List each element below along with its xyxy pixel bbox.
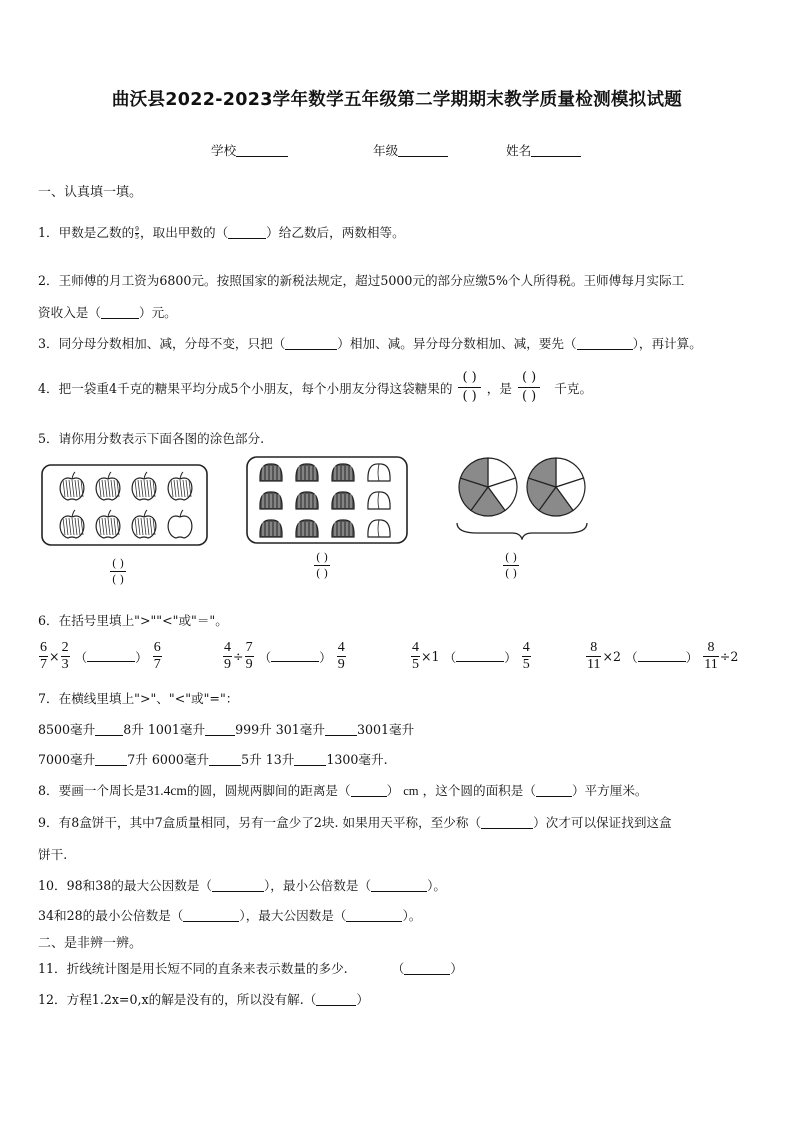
q8-blank-2[interactable] xyxy=(536,782,572,797)
figure-3-fraction-blank[interactable]: ( ) ( ) xyxy=(505,551,518,580)
question-11: 11．折线统计图是用长短不同的直条来表示数量的多少. （ ） xyxy=(38,961,463,976)
school-field[interactable]: 学校 xyxy=(211,140,288,159)
question-5: 5．请你用分数表示下面各图的涂色部分. xyxy=(38,431,265,446)
peach-icon xyxy=(296,520,318,537)
peach-box-figure xyxy=(245,455,410,547)
q7-blank-6[interactable] xyxy=(294,751,326,766)
q12-blank[interactable] xyxy=(316,991,356,1006)
question-10: 10．98和38的最大公因数是（ ），最小公倍数是（ ）。 xyxy=(38,878,446,893)
peach-icon xyxy=(260,520,282,537)
apple-icon xyxy=(96,472,120,500)
circles-figure xyxy=(452,455,592,540)
apple-icon xyxy=(60,472,84,500)
q8-blank-1[interactable] xyxy=(351,782,387,797)
figure-2-fraction-blank[interactable]: ( ) ( ) xyxy=(316,551,329,580)
q7-blank-1[interactable] xyxy=(95,721,123,736)
q7-blank-2[interactable] xyxy=(205,721,235,736)
page-title: 曲沃县2022-2023学年数学五年级第二学期期末教学质量检测模拟试题 xyxy=(111,90,683,110)
q6-blank-3[interactable] xyxy=(456,647,504,662)
q10-blank-1[interactable] xyxy=(212,877,264,892)
apple-icon xyxy=(168,510,192,538)
peach-icon xyxy=(260,464,282,481)
question-10b: 34和28的最小公倍数是（ ），最大公因数是（ ）。 xyxy=(38,908,422,923)
apple-icon xyxy=(96,510,120,538)
pie-circle-icon xyxy=(459,458,517,516)
q6-item-4: $\frac{8}{11}$ ×2 （ ） $\frac{8}{11}$ ÷2 xyxy=(587,640,739,672)
peach-icon xyxy=(332,464,354,481)
q6-item-2: $\frac{4}{9}$ ÷ $\frac{7}{9}$ （ ） $\frac{4}{9}$ xyxy=(224,640,345,672)
question-8: 8．要画一个周长是31.4cm的圆，圆规两脚间的距离是（ ） cm ，这个圆的面积是（ ）平方厘米。 xyxy=(38,783,648,798)
apple-icon xyxy=(132,472,156,500)
q10b-blank-2[interactable] xyxy=(346,907,402,922)
q2-answer-blank[interactable] xyxy=(101,304,139,319)
apple-icon xyxy=(60,510,84,538)
peach-icon xyxy=(296,464,318,481)
q11-blank[interactable] xyxy=(404,960,450,975)
name-field[interactable]: 姓名 xyxy=(506,140,581,159)
q6-item-3: $\frac{4}{5}$ ×1 （ ） $\frac{4}{5}$ xyxy=(412,640,530,672)
q1-answer-blank[interactable] xyxy=(228,224,266,239)
q6-blank-2[interactable] xyxy=(271,647,319,662)
apple-icon xyxy=(168,472,192,500)
question-2-line-2: 资收入是（ ）元。 xyxy=(38,305,177,320)
q6-blank-1[interactable] xyxy=(87,647,135,662)
peach-icon xyxy=(368,464,390,481)
apple-icon xyxy=(132,510,156,538)
q4-fraction-blank-2[interactable]: ( ) ( ) xyxy=(518,369,540,406)
peach-icon xyxy=(296,492,318,509)
pie-circle-icon xyxy=(527,458,585,516)
question-3: 3．同分母分数相加、减，分母不变，只把（ ）相加、减。异分母分数相加、减，要先（ ），再计算。 xyxy=(38,336,702,351)
q10-blank-2[interactable] xyxy=(371,877,427,892)
q10b-blank-1[interactable] xyxy=(183,907,239,922)
q7-blank-4[interactable] xyxy=(95,751,127,766)
peach-icon xyxy=(368,520,390,537)
grade-field[interactable]: 年级 xyxy=(373,140,448,159)
question-4: 4．把一袋重4千克的糖果平均分成5个小朋友，每个小朋友分得这袋糖果的 ( ) ( ) ，是 ( ) ( ) 千克。 xyxy=(38,370,593,404)
question-7: 7．在横线里填上">"、"<"或"="： xyxy=(38,691,239,706)
q9-blank[interactable] xyxy=(481,814,533,829)
section-2-heading: 二、是非辨一辨。 xyxy=(38,936,143,951)
question-6: 6．在括号里填上">""<"或"＝"。 xyxy=(38,613,228,628)
question-2-line-1: 2．王师傅的月工资为6800元。按照国家的新税法规定，超过5000元的部分应缴5%个人所得税。王师傅每月实际工 xyxy=(38,273,685,288)
question-9-line-1: 9．有8盒饼干，其中7盒质量相同，另有一盒少了2块. 如果用天平称，至少称（ ）次才可以保证找到这盒 xyxy=(38,815,672,830)
peach-icon xyxy=(368,492,390,509)
q6-blank-4[interactable] xyxy=(638,647,686,662)
peach-icon xyxy=(332,520,354,537)
q7-row-1: 8500毫升 8升 1001毫升 999升 301毫升 3001毫升 xyxy=(38,722,415,737)
peach-icon xyxy=(332,492,354,509)
question-1: 1．甲数是乙数的 $\frac{9}{5}$ ，取出甲数的（ ）给乙数后，两数相等。 xyxy=(38,225,405,241)
apple-box-figure xyxy=(40,463,210,548)
section-1-heading: 一、认真填一填。 xyxy=(38,185,143,200)
question-9-line-2: 饼干. xyxy=(38,847,68,862)
q1-fraction: $\frac{9}{5}$ xyxy=(135,226,139,241)
peach-icon xyxy=(260,492,282,509)
q7-row-2: 7000毫升 7升 6000毫升 5升 13升 1300毫升. xyxy=(38,752,388,767)
q7-blank-3[interactable] xyxy=(325,721,357,736)
question-12: 12．方程1.2x=0,x的解是没有的，所以没有解.（ ） xyxy=(38,992,369,1007)
q3-answer-blank-1[interactable] xyxy=(285,335,337,350)
q3-answer-blank-2[interactable] xyxy=(577,335,633,350)
figure-1-fraction-blank[interactable]: ( ) ( ) xyxy=(112,557,125,586)
q4-fraction-blank-1[interactable]: ( ) ( ) xyxy=(458,369,480,406)
q7-blank-5[interactable] xyxy=(209,751,241,766)
q6-item-1: $\frac{6}{7}$ × $\frac{2}{3}$ （ ） $\frac{6}{7}$ xyxy=(40,640,161,672)
